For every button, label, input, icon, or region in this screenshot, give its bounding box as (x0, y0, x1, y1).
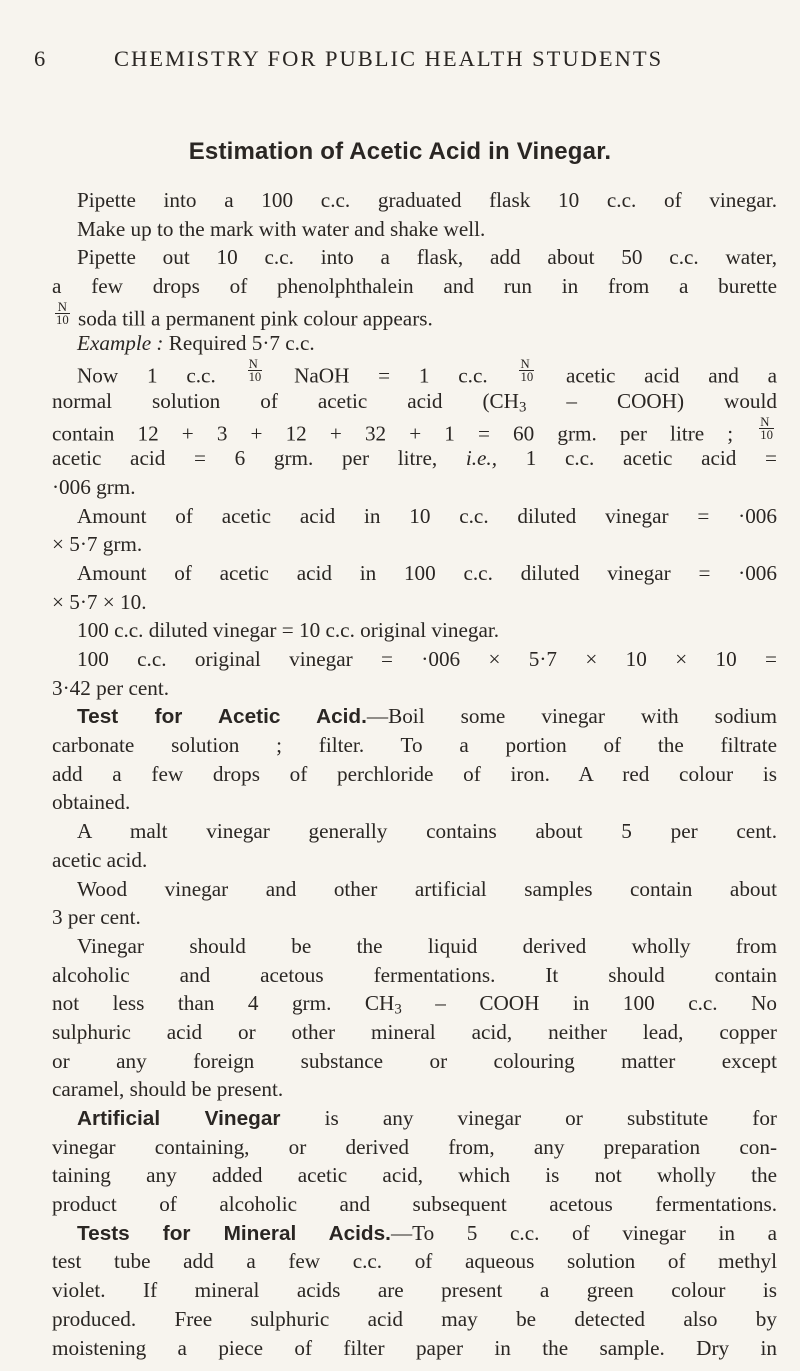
text-run: acetic acid = 6 grm. per litre, (52, 446, 466, 471)
text-run: not less than 4 grm. CH (52, 991, 395, 1016)
text-run: soda till a permanent pink colour appears. (78, 306, 433, 331)
example-label: Example : (77, 331, 164, 356)
text-line: Wood vinegar and other artificial samples contain about (77, 876, 777, 901)
text-line (52, 358, 777, 387)
artificial-vinegar-heading: Artificial Vinegar (77, 1107, 281, 1130)
text-line: × 5·7 grm. (52, 532, 143, 557)
fraction-numerator: N (519, 358, 534, 371)
page-number: 6 (34, 46, 48, 71)
text-line: moistening a piece of filter paper in the sample. Dry in (52, 1335, 777, 1360)
text-line: 3 per cent. (52, 905, 141, 930)
text-line: violet. If mineral acids are present a green colour is (52, 1278, 777, 1303)
text-line: or any foreign substance or colouring matter except (52, 1048, 777, 1073)
fraction-denominator: 10 (248, 370, 262, 385)
text-line (52, 1219, 777, 1248)
text-line: Amount of acetic acid in 100 c.c. diluted vinegar = ·006 (77, 560, 777, 585)
text-line: caramel, should be present. (52, 1077, 284, 1102)
text-line: alcoholic and acetous fermentations. It should contain (52, 962, 777, 987)
text-run: —To 5 c.c. of vinegar in a (390, 1220, 777, 1245)
text-run: normal solution of acetic acid (CH (52, 388, 519, 413)
text-line: acetic acid. (52, 847, 148, 872)
text-run: – COOH in 100 c.c. No (401, 991, 778, 1016)
test-acetic-acid-heading: Test for Acetic Acid. (77, 705, 367, 729)
subscript: 3 (518, 399, 527, 416)
text-line: ·006 grm. (52, 474, 136, 499)
text-line (52, 989, 777, 1018)
text-run: —Boil some vinegar with sodium (366, 704, 777, 729)
fraction-n-10 (55, 301, 70, 326)
text-run: contain 12 + 3 + 12 + 32 + 1 = 60 grm. per litre ; (52, 420, 734, 445)
text-line: Vinegar should be the liquid derived wholly from (77, 933, 777, 958)
fraction-denominator: 10 (760, 427, 773, 442)
text-run: NaOH = 1 c.c. (294, 363, 488, 388)
text-run: is any vinegar or substitute for (280, 1106, 777, 1130)
text-run: acetic acid and a (566, 363, 778, 388)
text-run: 1 c.c. acetic acid = (497, 446, 777, 471)
text-line: taining any added acetic acid, which is not wholly the (52, 1163, 777, 1188)
text-line: 3·42 per cent. (52, 675, 170, 700)
tests-mineral-acids-heading: Tests for Mineral Acids. (77, 1221, 391, 1245)
text-line: produced. Free sulphuric acid may be detected also by (52, 1306, 777, 1331)
section-heading: Estimation of Acetic Acid in Vinegar. (188, 138, 612, 165)
text-line: Pipette out 10 c.c. into a flask, add about 50 c.c. water, (77, 245, 777, 270)
text-line (52, 1104, 777, 1133)
text-line: product of alcoholic and subsequent acetous fermentations. (52, 1192, 777, 1217)
text-line (52, 702, 777, 731)
text-run: – COOH) would (526, 388, 777, 413)
fraction-denominator: 10 (520, 370, 534, 385)
fraction-numerator: N (55, 301, 70, 314)
text-line (52, 444, 777, 473)
fraction-n-10 (519, 358, 534, 383)
running-head-title: CHEMISTRY FOR PUBLIC HEALTH STUDENTS (114, 46, 664, 71)
text-run: Now 1 c.c. (77, 363, 216, 388)
subscript: 3 (394, 1001, 402, 1018)
text-line (52, 387, 777, 416)
text-line: 100 c.c. original vinegar = ·006 × 5·7 × 10 × 10 = (77, 647, 777, 671)
text-line: add a few drops of perchloride of iron. A red colour is (52, 761, 777, 786)
text-line (52, 416, 777, 445)
text-run: Required 5·7 c.c. (163, 331, 315, 356)
text-line: A malt vinegar generally contains about 5 per cent. (77, 819, 777, 844)
fraction-n-10 (248, 358, 263, 383)
text-line: carbonate solution ; filter. To a portion of the filtrate (52, 733, 777, 758)
text-line: obtained. (52, 790, 131, 815)
text-line: Pipette into a 100 c.c. graduated flask 10 c.c. of vinegar. (77, 188, 777, 212)
fraction-denominator: 10 (56, 312, 69, 327)
fraction-numerator: N (759, 416, 774, 429)
text-line (52, 301, 777, 330)
text-line: × 5·7 × 10. (52, 589, 147, 614)
body-text (52, 186, 777, 1362)
text-line: 100 c.c. diluted vinegar = 10 c.c. original vinegar. (77, 618, 500, 643)
text-line: a few drops of phenolphthalein and run in from a burette (52, 274, 777, 299)
italic-ie: i.e., (465, 446, 498, 471)
text-line: sulphuric acid or other mineral acid, neither lead, copper (52, 1019, 777, 1044)
fraction-n-10 (759, 416, 774, 441)
text-line: Make up to the mark with water and shake well. (77, 216, 486, 241)
text-line (52, 329, 777, 358)
text-line: Amount of acetic acid in 10 c.c. diluted vinegar = ·006 (77, 503, 777, 528)
fraction-numerator: N (248, 358, 263, 371)
text-line: test tube add a few c.c. of aqueous solution of methyl (52, 1249, 777, 1274)
text-line: vinegar containing, or derived from, any preparation con- (52, 1134, 777, 1159)
